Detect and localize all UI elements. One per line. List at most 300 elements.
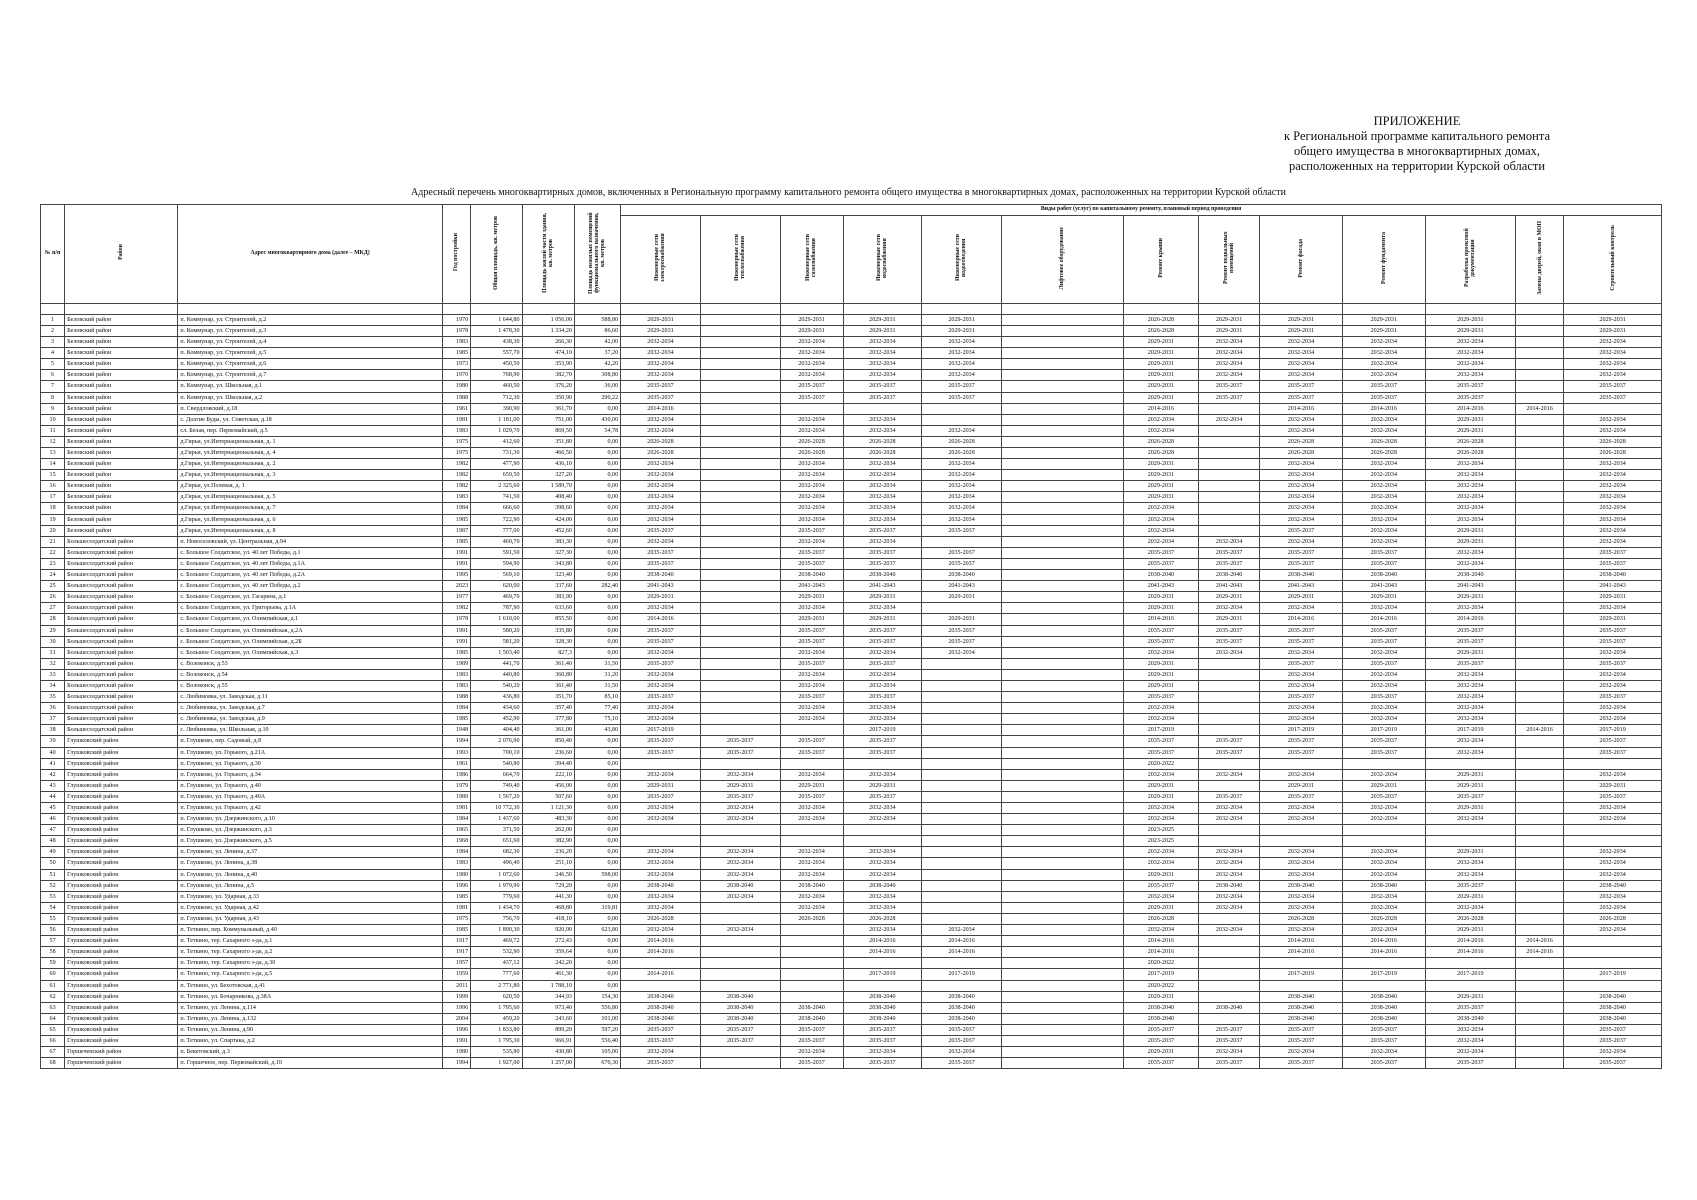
living-area-cell: 328,30 — [522, 636, 574, 647]
header-address: Адрес многоквартирного дома (далее – МКД) — [178, 205, 442, 304]
work-period-cell — [780, 991, 843, 1002]
work-period-cell: 2017-2019 — [1425, 969, 1515, 980]
work-period-cell: 2032-2034 — [621, 669, 701, 680]
row-num: 35 — [41, 692, 65, 703]
living-area-cell: 430,80 — [522, 1047, 574, 1058]
living-area-cell: 920,00 — [522, 925, 574, 936]
work-period-cell — [1425, 980, 1515, 991]
total-area-cell: 1 478,30 — [471, 325, 522, 336]
work-period-cell — [1199, 780, 1260, 791]
work-period-cell: 2032-2034 — [1260, 514, 1343, 525]
work-period-cell: 2026-2028 — [780, 913, 843, 924]
work-period-cell: 2041-2043 — [621, 581, 701, 592]
work-period-cell — [1342, 980, 1425, 991]
work-period-cell — [700, 625, 780, 636]
year-cell: 1982 — [442, 470, 470, 481]
year-cell: 1983 — [442, 425, 470, 436]
row-num: 24 — [41, 570, 65, 581]
work-period-cell: 2032-2034 — [843, 514, 922, 525]
year-cell: 1985 — [442, 891, 470, 902]
work-period-cell: 2032-2034 — [1342, 703, 1425, 714]
work-period-cell — [1515, 980, 1563, 991]
row-num: 5 — [41, 359, 65, 370]
work-period-cell: 2032-2034 — [922, 459, 1002, 470]
work-period-cell — [1199, 836, 1260, 847]
work-period-cell — [1001, 614, 1123, 625]
work-period-cell: 2032-2034 — [1342, 714, 1425, 725]
nonres-area-cell: 0,00 — [574, 536, 620, 547]
year-cell: 1989 — [442, 658, 470, 669]
work-period-cell: 2032-2034 — [700, 847, 780, 858]
year-cell: 1978 — [442, 325, 470, 336]
work-period-cell — [1199, 503, 1260, 514]
nonres-area-cell: 0,00 — [574, 958, 620, 969]
work-period-cell — [1199, 403, 1260, 414]
work-period-cell: 2032-2034 — [1564, 647, 1662, 658]
work-period-cell — [700, 669, 780, 680]
table-row — [41, 514, 1662, 525]
nonres-area-cell: 36,00 — [574, 381, 620, 392]
work-period-cell: 2032-2034 — [922, 514, 1002, 525]
work-period-cell — [1515, 758, 1563, 769]
address-cell: п. Глушково, ул. Ленина, д.38 — [178, 858, 442, 869]
living-area-cell: 1 334,20 — [522, 325, 574, 336]
work-period-cell: 2029-2031 — [1342, 314, 1425, 325]
work-period-cell — [700, 936, 780, 947]
work-period-cell: 2032-2034 — [922, 337, 1002, 348]
work-period-cell: 2035-2037 — [780, 1035, 843, 1046]
nonres-area-cell: 0,00 — [574, 625, 620, 636]
total-area-cell: 2 771,80 — [471, 980, 522, 991]
work-period-cell: 2014-2016 — [1123, 403, 1199, 414]
row-num: 12 — [41, 436, 65, 447]
work-period-cell — [700, 448, 780, 459]
table-row — [41, 791, 1662, 802]
work-period-cell: 2017-2019 — [1564, 725, 1662, 736]
work-period-cell: 2032-2034 — [1260, 492, 1343, 503]
work-period-cell: 2035-2037 — [922, 392, 1002, 403]
total-area-cell: 2 076,90 — [471, 736, 522, 747]
living-area-cell: 436,10 — [522, 459, 574, 470]
work-period-cell — [1001, 414, 1123, 425]
nonres-area-cell: 430,00 — [574, 414, 620, 425]
district-cell: Беловский район — [65, 325, 178, 336]
work-period-cell: 2032-2034 — [1199, 414, 1260, 425]
address-cell: п. Теткино, тер. Сахарного з-да, д.5 — [178, 969, 442, 980]
table-row — [41, 403, 1662, 414]
living-area-cell: 456,00 — [522, 780, 574, 791]
district-cell: Глушковский район — [65, 902, 178, 913]
work-period-cell: 2014-2016 — [922, 947, 1002, 958]
table-row — [41, 747, 1662, 758]
work-period-cell: 2032-2034 — [843, 536, 922, 547]
district-cell: Большесолдатский район — [65, 558, 178, 569]
table-row — [41, 725, 1662, 736]
work-period-cell — [621, 758, 701, 769]
work-period-cell: 2038-2040 — [621, 1002, 701, 1013]
year-cell: 1980 — [442, 381, 470, 392]
work-period-cell — [1515, 769, 1563, 780]
address-cell: п. Теткино, ул. Бехотовская, д.41 — [178, 980, 442, 991]
work-period-cell — [700, 525, 780, 536]
district-cell: Беловский район — [65, 481, 178, 492]
work-period-cell: 2014-2016 — [1515, 403, 1563, 414]
work-period-cell: 2032-2034 — [1425, 869, 1515, 880]
work-period-cell — [1515, 459, 1563, 470]
work-period-cell — [1199, 470, 1260, 481]
work-period-cell: 2017-2019 — [1564, 969, 1662, 980]
work-period-cell: 2029-2031 — [1123, 658, 1199, 669]
work-period-cell — [1515, 714, 1563, 725]
year-cell: 1983 — [442, 858, 470, 869]
work-period-cell: 2032-2034 — [1425, 470, 1515, 481]
work-period-cell: 2014-2016 — [1425, 403, 1515, 414]
work-period-cell: 2020-2022 — [1123, 758, 1199, 769]
work-period-cell: 2032-2034 — [621, 370, 701, 381]
address-cell: п. Коммунар, ул. Строителей, д.2 — [178, 314, 442, 325]
work-period-cell: 2038-2040 — [1564, 1013, 1662, 1024]
address-cell: с. Большое Солдатское, ул. 40 лет Победы, д.2А — [178, 570, 442, 581]
work-period-cell: 2032-2034 — [621, 492, 701, 503]
address-cell: с. Большое Солдатское, ул. 40 лет Победы, д.2 — [178, 581, 442, 592]
living-area-cell: 266,30 — [522, 337, 574, 348]
work-period-cell: 2032-2034 — [1123, 647, 1199, 658]
work-period-cell: 2038-2040 — [780, 1002, 843, 1013]
work-period-cell: 2026-2028 — [1123, 913, 1199, 924]
total-area-cell: 371,50 — [471, 825, 522, 836]
work-period-cell — [700, 758, 780, 769]
work-period-cell — [1199, 958, 1260, 969]
year-cell: 1961 — [442, 758, 470, 769]
work-period-cell: 2032-2034 — [1564, 891, 1662, 902]
work-period-cell: 2014-2016 — [621, 936, 701, 947]
work-period-cell: 2029-2031 — [780, 314, 843, 325]
nonres-area-cell: 37,20 — [574, 348, 620, 359]
work-period-cell: 2026-2028 — [1425, 436, 1515, 447]
table-row — [41, 991, 1662, 1002]
address-cell: п. Теткино, ул. Спартака, д.2 — [178, 1035, 442, 1046]
district-cell: Беловский район — [65, 448, 178, 459]
work-period-cell: 2026-2028 — [1425, 913, 1515, 924]
address-cell: с. Большое Солдатское, ул. Григорьева, д.1А — [178, 603, 442, 614]
work-period-cell: 2029-2031 — [780, 614, 843, 625]
work-period-cell: 2026-2028 — [1425, 448, 1515, 459]
year-cell: 1988 — [442, 692, 470, 703]
work-period-cell — [1001, 425, 1123, 436]
work-period-cell: 2032-2034 — [1260, 891, 1343, 902]
work-period-cell — [1515, 503, 1563, 514]
total-area-cell: 666,60 — [471, 503, 522, 514]
work-period-cell: 2038-2040 — [1425, 1013, 1515, 1024]
work-period-cell: 2014-2016 — [1260, 936, 1343, 947]
work-period-cell: 2035-2037 — [780, 1058, 843, 1069]
work-period-cell: 2032-2034 — [1123, 891, 1199, 902]
work-period-cell: 2032-2034 — [700, 803, 780, 814]
year-cell: 1973 — [442, 359, 470, 370]
work-period-cell: 2032-2034 — [1199, 925, 1260, 936]
work-period-cell: 2032-2034 — [843, 847, 922, 858]
work-period-cell: 2035-2037 — [922, 1024, 1002, 1035]
work-period-cell: 2029-2031 — [1123, 370, 1199, 381]
work-period-cell: 2032-2034 — [1342, 669, 1425, 680]
year-cell: 1985 — [442, 925, 470, 936]
work-period-cell: 2032-2034 — [843, 669, 922, 680]
address-cell: с. Любимовка, ул. Заводская, д.7 — [178, 703, 442, 714]
address-cell: п. Глушково, ул. Дзержинского, д.5 — [178, 836, 442, 847]
work-period-cell: 2032-2034 — [1564, 481, 1662, 492]
nonres-area-cell: 0,00 — [574, 558, 620, 569]
work-period-cell: 2032-2034 — [1342, 414, 1425, 425]
work-period-cell: 2026-2028 — [922, 436, 1002, 447]
year-cell: 1991 — [442, 1035, 470, 1046]
work-period-cell — [1515, 547, 1563, 558]
nonres-area-cell: 0,00 — [574, 436, 620, 447]
table-row — [41, 1024, 1662, 1035]
address-cell: с. Любимовка, ул. Заводская, д.11 — [178, 692, 442, 703]
work-period-cell: 2032-2034 — [1342, 459, 1425, 470]
work-period-cell — [1001, 492, 1123, 503]
work-period-cell: 2032-2034 — [1123, 714, 1199, 725]
year-cell: 1970 — [442, 314, 470, 325]
work-period-cell — [922, 902, 1002, 913]
work-period-cell: 2035-2037 — [1425, 636, 1515, 647]
appendix-block — [1252, 114, 1582, 174]
table-row — [41, 947, 1662, 958]
work-period-cell: 2032-2034 — [780, 769, 843, 780]
work-period-cell: 2032-2034 — [1260, 337, 1343, 348]
work-period-cell — [700, 980, 780, 991]
work-period-cell: 2032-2034 — [621, 814, 701, 825]
row-num: 6 — [41, 370, 65, 381]
work-period-cell — [700, 680, 780, 691]
year-cell: 1985 — [442, 514, 470, 525]
total-area-cell: 620,50 — [471, 991, 522, 1002]
work-period-cell: 2032-2034 — [780, 647, 843, 658]
living-area-cell: 327,30 — [522, 547, 574, 558]
header-work: Инженерные сети электроснабжения — [621, 216, 701, 304]
nonres-area-cell: 154,30 — [574, 991, 620, 1002]
work-period-cell: 2026-2028 — [1123, 325, 1199, 336]
address-cell: п. Глушково, ул. Горького, д.40 — [178, 780, 442, 791]
work-period-cell: 2032-2034 — [1564, 669, 1662, 680]
living-area-cell: 359,64 — [522, 947, 574, 958]
work-period-cell — [1001, 980, 1123, 991]
work-period-cell: 2032-2034 — [1564, 902, 1662, 913]
work-period-cell: 2032-2034 — [621, 459, 701, 470]
work-period-cell — [1001, 913, 1123, 924]
address-cell: д.Гирьи, ул.Интернациональная, д. 8 — [178, 525, 442, 536]
work-period-cell: 2038-2040 — [922, 991, 1002, 1002]
work-period-cell — [1515, 1047, 1563, 1058]
address-cell: с. Большое Солдатское, ул. Олимпийская, д.1 — [178, 614, 442, 625]
work-period-cell — [700, 825, 780, 836]
work-period-cell: 2035-2037 — [1564, 747, 1662, 758]
work-period-cell: 2014-2016 — [1425, 947, 1515, 958]
work-period-cell: 2035-2037 — [700, 747, 780, 758]
district-cell: Глушковский район — [65, 791, 178, 802]
work-period-cell: 2032-2034 — [1260, 669, 1343, 680]
total-area-cell: 722,90 — [471, 514, 522, 525]
district-cell: Большесолдатский район — [65, 714, 178, 725]
work-period-cell — [700, 658, 780, 669]
work-period-cell: 2041-2043 — [843, 581, 922, 592]
work-period-cell: 2032-2034 — [621, 680, 701, 691]
table-row — [41, 392, 1662, 403]
work-period-cell: 2032-2034 — [922, 503, 1002, 514]
work-period-cell: 2035-2037 — [843, 636, 922, 647]
work-period-cell: 2035-2037 — [1260, 558, 1343, 569]
work-period-cell: 2032-2034 — [1123, 803, 1199, 814]
work-period-cell: 2032-2034 — [1564, 536, 1662, 547]
work-period-cell: 2032-2034 — [1564, 869, 1662, 880]
table-row — [41, 558, 1662, 569]
appendix-line-1: к Региональной программе капитального ремонта — [1283, 129, 1551, 143]
work-period-cell — [700, 614, 780, 625]
work-period-cell: 2038-2040 — [1123, 570, 1199, 581]
address-cell: п. Теткино, тер. Сахарного з-да, д.2 — [178, 947, 442, 958]
living-area-cell: 361,40 — [522, 658, 574, 669]
work-period-cell: 2035-2037 — [1342, 547, 1425, 558]
address-cell: п. Коммунар, ул. Строителей, д.5 — [178, 348, 442, 359]
work-period-cell: 2029-2031 — [1564, 325, 1662, 336]
work-period-cell: 2035-2037 — [1123, 558, 1199, 569]
work-period-cell: 2032-2034 — [780, 337, 843, 348]
work-period-cell: 2038-2040 — [1425, 570, 1515, 581]
work-period-cell: 2032-2034 — [621, 703, 701, 714]
work-period-cell — [1001, 814, 1123, 825]
work-period-cell: 2029-2031 — [1425, 425, 1515, 436]
work-period-cell: 2032-2034 — [1260, 425, 1343, 436]
total-area-cell: 777,00 — [471, 525, 522, 536]
work-period-cell: 2026-2028 — [1123, 448, 1199, 459]
district-cell: Большесолдатский район — [65, 592, 178, 603]
total-area-cell: 1 833,80 — [471, 1024, 522, 1035]
nonres-area-cell: 0,00 — [574, 647, 620, 658]
work-period-cell: 2014-2016 — [1425, 936, 1515, 947]
work-period-cell — [1001, 703, 1123, 714]
address-cell: д.Гирьи, ул.Интернациональная, д. 6 — [178, 514, 442, 525]
work-period-cell — [700, 570, 780, 581]
work-period-cell: 2029-2031 — [1123, 459, 1199, 470]
nonres-area-cell: 0,00 — [574, 936, 620, 947]
work-period-cell: 2026-2028 — [621, 436, 701, 447]
work-period-cell — [700, 325, 780, 336]
work-period-cell — [1001, 714, 1123, 725]
work-period-cell: 2029-2031 — [843, 780, 922, 791]
nonres-area-cell: 0,00 — [574, 403, 620, 414]
houses-table — [40, 204, 1662, 1069]
work-period-cell: 2032-2034 — [1260, 847, 1343, 858]
work-period-cell — [1001, 503, 1123, 514]
nonres-area-cell: 0,00 — [574, 570, 620, 581]
work-period-cell: 2035-2037 — [1425, 625, 1515, 636]
table-row — [41, 314, 1662, 325]
table-row — [41, 414, 1662, 425]
address-cell: с. Большое Солдатское, ул. 40 лет Победы, д.1 — [178, 547, 442, 558]
work-period-cell — [700, 836, 780, 847]
work-period-cell: 2029-2031 — [1260, 325, 1343, 336]
row-num: 45 — [41, 803, 65, 814]
total-area-cell: 1 927,00 — [471, 1058, 522, 1069]
work-period-cell: 2029-2031 — [1123, 680, 1199, 691]
work-period-cell — [1001, 925, 1123, 936]
work-period-cell: 2035-2037 — [621, 525, 701, 536]
table-body — [41, 303, 1662, 1068]
work-period-cell — [1199, 703, 1260, 714]
work-period-cell — [1001, 1047, 1123, 1058]
work-period-cell — [922, 891, 1002, 902]
work-period-cell: 2032-2034 — [1564, 492, 1662, 503]
work-period-cell — [700, 481, 780, 492]
year-cell: 1968 — [442, 836, 470, 847]
total-area-cell: 1 979,90 — [471, 880, 522, 891]
work-period-cell — [621, 825, 701, 836]
work-period-cell: 2029-2031 — [621, 314, 701, 325]
total-area-cell: 1 890,30 — [471, 925, 522, 936]
work-period-cell: 2029-2031 — [1123, 603, 1199, 614]
work-period-cell: 2035-2037 — [843, 692, 922, 703]
work-period-cell: 2032-2034 — [780, 481, 843, 492]
work-period-cell — [1564, 947, 1662, 958]
work-period-cell: 2032-2034 — [780, 536, 843, 547]
work-period-cell: 2035-2037 — [843, 1035, 922, 1046]
work-period-cell: 2035-2037 — [700, 791, 780, 802]
work-period-cell — [843, 825, 922, 836]
work-period-cell: 2032-2034 — [621, 348, 701, 359]
work-period-cell — [1199, 758, 1260, 769]
work-period-cell — [1199, 692, 1260, 703]
work-period-cell — [922, 869, 1002, 880]
total-area-cell: 664,70 — [471, 769, 522, 780]
total-area-cell: 580,20 — [471, 625, 522, 636]
total-area-cell: 412,60 — [471, 436, 522, 447]
work-period-cell — [922, 725, 1002, 736]
total-area-cell: 1 029,70 — [471, 425, 522, 436]
work-period-cell — [1001, 669, 1123, 680]
year-cell: 1948 — [442, 725, 470, 736]
living-area-cell: 350,90 — [522, 392, 574, 403]
living-area-cell: 466,50 — [522, 448, 574, 459]
work-period-cell: 2032-2034 — [1342, 425, 1425, 436]
nonres-area-cell: 105,00 — [574, 1047, 620, 1058]
work-period-cell — [700, 958, 780, 969]
table-row — [41, 592, 1662, 603]
district-cell: Большесолдатский район — [65, 547, 178, 558]
work-period-cell: 2032-2034 — [1260, 481, 1343, 492]
work-period-cell: 2032-2034 — [843, 803, 922, 814]
district-cell: Беловский район — [65, 492, 178, 503]
district-cell: Большесолдатский район — [65, 669, 178, 680]
work-period-cell: 2029-2031 — [1342, 780, 1425, 791]
row-num: 44 — [41, 791, 65, 802]
address-cell: п. Коммунар, ул. Строителей, д.3 — [178, 325, 442, 336]
work-period-cell: 2032-2034 — [922, 492, 1002, 503]
row-num: 64 — [41, 1013, 65, 1024]
work-period-cell — [922, 536, 1002, 547]
work-period-cell: 2014-2016 — [1342, 947, 1425, 958]
district-cell: Большесолдатский район — [65, 680, 178, 691]
work-period-cell: 2032-2034 — [843, 337, 922, 348]
district-cell: Беловский район — [65, 403, 178, 414]
work-period-cell: 2038-2040 — [1342, 1002, 1425, 1013]
table-row — [41, 470, 1662, 481]
header-total-area: Общая площадь, кв. метров — [471, 205, 522, 304]
work-period-cell: 2023-2025 — [1123, 836, 1199, 847]
work-period-cell: 2029-2031 — [1123, 669, 1199, 680]
work-period-cell — [1564, 980, 1662, 991]
work-period-cell: 2032-2034 — [621, 847, 701, 858]
work-period-cell: 2035-2037 — [1199, 392, 1260, 403]
